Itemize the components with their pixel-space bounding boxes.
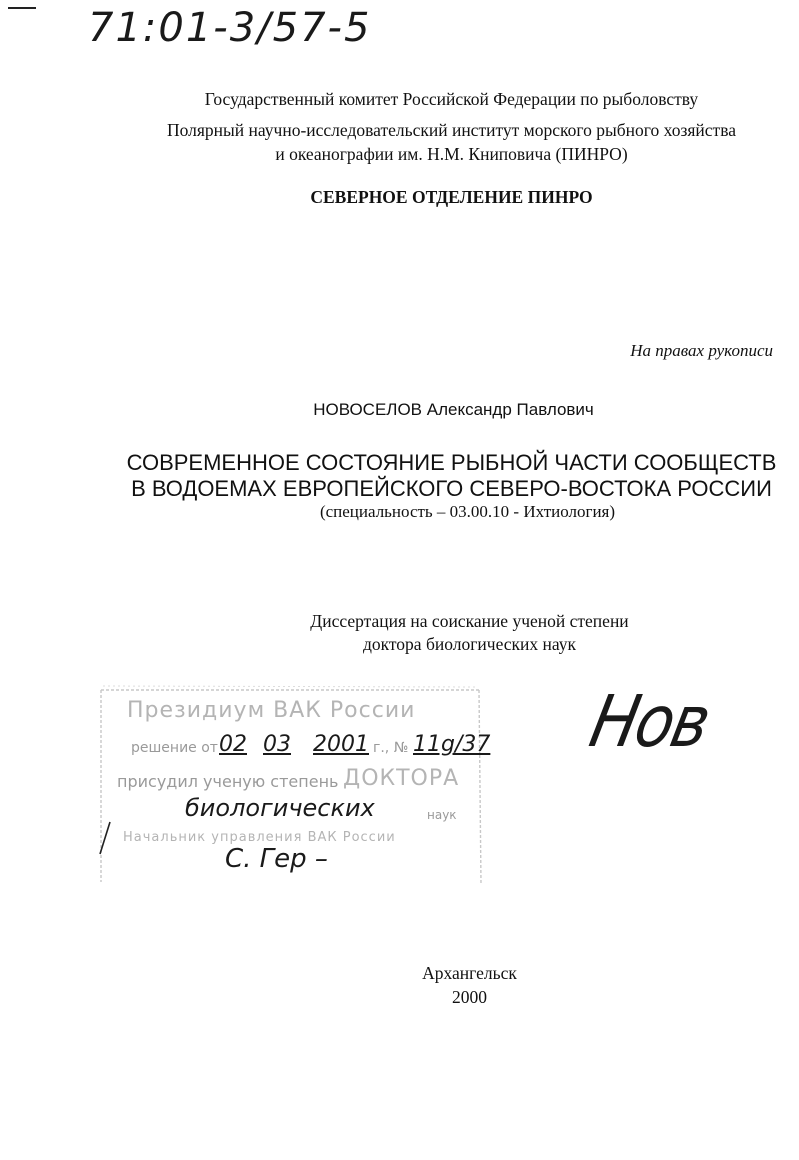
institute-line-2: и океанографии им. Н.М. Книповича (ПИНРО): [275, 144, 628, 164]
stamp-awarded-label: присудил ученую степень: [117, 772, 339, 791]
corner-mark: [8, 7, 36, 9]
stamp-field-suffix: наук: [427, 808, 457, 822]
degree-line-1: Диссертация на соискание ученой степени: [310, 611, 629, 631]
branch-title: СЕВЕРНОЕ ОТДЕЛЕНИЕ ПИНРО: [310, 187, 593, 207]
stamp-decision-label: решение от: [131, 740, 218, 756]
stamp-field: биологических: [185, 794, 375, 822]
margin-mark: [92, 818, 122, 858]
institute-line: Полярный научно-исследовательский институт морского рыбного хозяйства: [166, 120, 736, 140]
degree-line-2: доктора биологических наук: [362, 634, 577, 654]
publication-year: 2000: [452, 987, 487, 1007]
stamp-number: 11g/37: [413, 732, 491, 757]
signature: Нов: [583, 679, 717, 764]
dissertation-title-line-1: СОВРЕМЕННОЕ СОСТОЯНИЕ РЫБНОЙ ЧАСТИ СООБЩЕСТВ: [126, 450, 777, 475]
archive-code: 71:01-3/57-5: [88, 5, 372, 51]
stamp-printed-title: Президиум ВАК России: [127, 698, 416, 723]
stamp-degree-label: ДОКТОРА: [343, 766, 460, 791]
dissertation-title-line-2: В ВОДОЕМАХ ЕВРОПЕЙСКОГО СЕВЕРО-ВОСТОКА РОССИИ: [131, 476, 772, 501]
vak-stamp: [97, 684, 491, 888]
stamp-initials: С. Гер –: [225, 844, 328, 874]
specialty: (специальность – 03.00.10 - Ихтиология): [319, 502, 616, 521]
author-name: НОВОСЕЛОВ Александр Павлович: [313, 400, 594, 419]
stamp-month: 03: [263, 732, 291, 757]
stamp-day: 02: [219, 732, 247, 757]
stamp-year: 2001: [313, 732, 369, 757]
stamp-head-label: Начальник управления ВАК России: [123, 830, 396, 845]
ministry-line: Государственный комитет Российской Федерации по рыболовству: [204, 89, 699, 109]
stamp-year-suffix: г., №: [373, 740, 409, 756]
rights-note: На правах рукописи: [630, 341, 773, 360]
city: Архангельск: [422, 963, 517, 983]
